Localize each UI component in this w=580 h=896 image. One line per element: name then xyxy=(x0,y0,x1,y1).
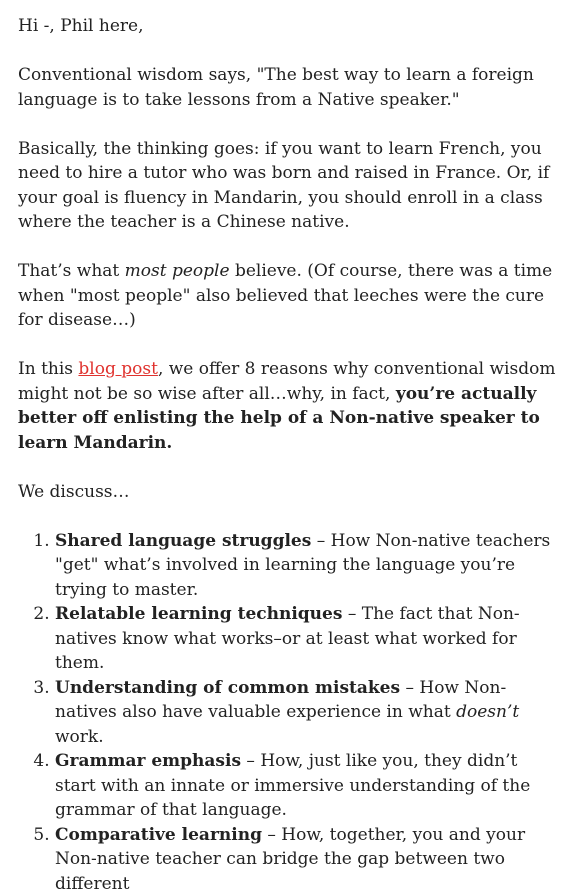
reasons-list xyxy=(18,529,562,896)
text-segment: , we offer 8 reasons why conventional wisdom might not be so wise after all…why, in fact, xyxy=(18,359,555,404)
list-item xyxy=(55,823,562,896)
list-item-text: work. xyxy=(55,727,104,747)
list-item-title: Understanding of common mistakes xyxy=(55,678,400,698)
text-segment: In this xyxy=(18,359,78,379)
list-item xyxy=(55,749,562,823)
list-item-text: – How, together, you and your Non-native teacher can bridge the gap between two different xyxy=(55,825,525,894)
paragraph-conventional-wisdom: Conventional wisdom says, "The best way to learn a foreign language is to take lessons from a Native speaker." xyxy=(18,63,562,112)
list-item-title: Relatable learning techniques xyxy=(55,604,342,624)
list-item-emphasis: doesn’t xyxy=(456,702,519,722)
list-item xyxy=(55,602,562,676)
blog-post-link[interactable]: blog post xyxy=(78,359,158,379)
emphasis-most-people: most people xyxy=(125,261,230,281)
bold-key-message: you’re actually better off enlisting the help of a Non-native speaker to learn Mandarin. xyxy=(18,384,540,453)
paragraph-thinking: Basically, the thinking goes: if you want to learn French, you need to hire a tutor who was born and raised in France. Or, if your goal is fluency in Mandarin, you should enroll in a class where the teacher is a Chinese native. xyxy=(18,137,562,235)
list-item-title: Shared language struggles xyxy=(55,531,311,551)
list-item-text: – How, just like you, they didn’t start with an innate or immersive understanding of the grammar of that language. xyxy=(55,751,530,820)
greeting: Hi -, Phil here, xyxy=(18,14,562,39)
paragraph-blog-post xyxy=(18,357,562,455)
list-item-title: Comparative learning xyxy=(55,825,262,845)
list-item-title: Grammar emphasis xyxy=(55,751,241,771)
list-item-text: – How Non-natives also have valuable experience in what xyxy=(55,678,506,723)
list-item xyxy=(55,676,562,750)
list-item xyxy=(55,529,562,603)
text-segment: That’s what xyxy=(18,261,125,281)
paragraph-most-people xyxy=(18,259,562,333)
list-item-text: – The fact that Non-natives know what works–or at least what worked for them. xyxy=(55,604,520,673)
paragraph-we-discuss: We discuss… xyxy=(18,480,562,505)
text-segment: believe. (Of course, there was a time when "most people" also believed that leeches were the cure for disease…) xyxy=(18,261,552,330)
list-item-text: – How Non-native teachers "get" what’s involved in learning the language you’re trying to master. xyxy=(55,531,550,600)
